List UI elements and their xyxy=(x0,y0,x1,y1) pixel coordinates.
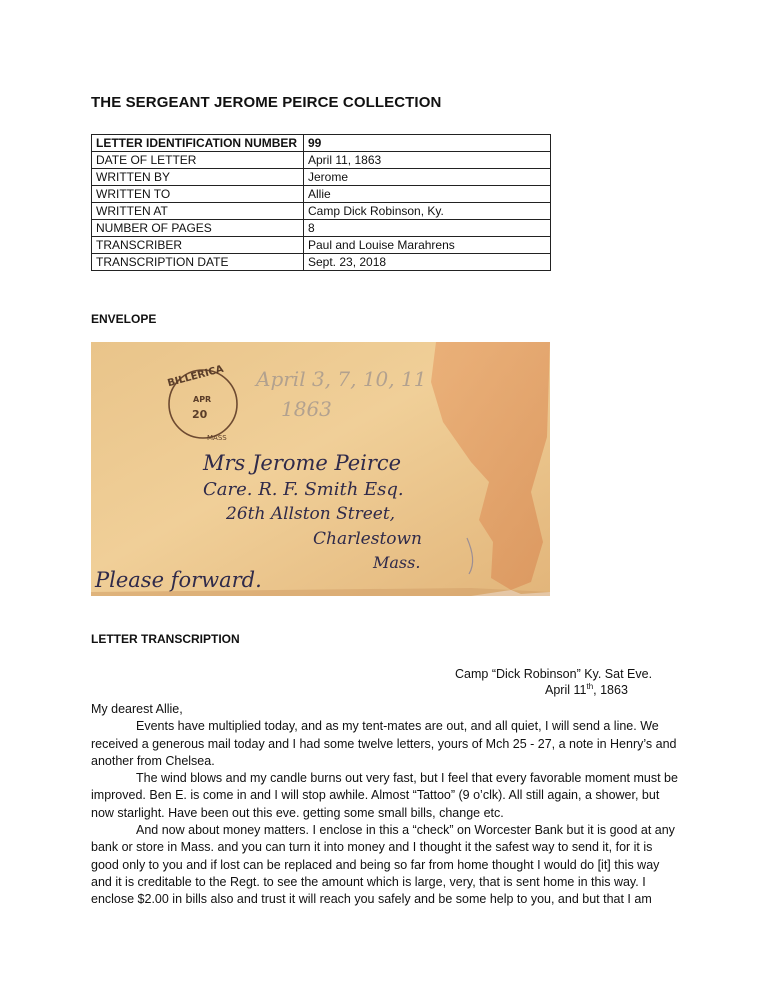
table-cell-value: 8 xyxy=(304,220,551,237)
letter-paragraph-2: The wind blows and my candle burns out very fast, but I feel that every favorable moment must be improved. Ben E. is come in and I will stop awhile. Almost “Tattoo” (9 o’clk). All still again, a shower, but now starlight. Have been out this eve. getting some small bills, change etc. xyxy=(91,771,678,820)
table-row xyxy=(92,152,551,169)
letter-date xyxy=(545,683,628,697)
table-cell-label: TRANSCRIPTION DATE xyxy=(92,254,304,271)
letter-date-suffix: , 1863 xyxy=(593,683,628,697)
envelope-heading: ENVELOPE xyxy=(91,312,157,326)
table-cell-label: WRITTEN TO xyxy=(92,186,304,203)
letter-date-sup: th xyxy=(586,681,594,691)
address-line-3: 26th Allston Street, xyxy=(226,504,396,524)
table-cell-label: NUMBER OF PAGES xyxy=(92,220,304,237)
table-row xyxy=(92,186,551,203)
postmark-state: MASS xyxy=(207,434,227,442)
forward-note: Please forward. xyxy=(95,568,262,592)
table-cell-label: LETTER IDENTIFICATION NUMBER xyxy=(92,135,304,152)
address-line-4: Charlestown xyxy=(313,529,423,549)
letter-salutation: My dearest Allie, xyxy=(91,702,183,716)
table-cell-value: Jerome xyxy=(304,169,551,186)
envelope-drawing xyxy=(91,342,550,596)
document-title: THE SERGEANT JEROME PEIRCE COLLECTION xyxy=(91,94,442,111)
letter-paragraph-3: And now about money matters. I enclose in this a “check” on Worcester Bank but it is good at any bank or store in Mass. and you can turn it into money and I thought it the safest way to send it, for it is good only to you and if lost can be replaced and being so far from home thought I would do [it] this way and it is creditable to the Regt. to see the amount which is large, very, that is sent home in this way. I enclose $2.00 in bills also and trust it will reach you safely and be some help to you, and but that I am xyxy=(91,823,675,907)
letter-paragraph-1: Events have multiplied today, and as my tent-mates are out, and all quiet, I will send a line. We received a generous mail today and I had some twelve letters, yours of Mch 25 - 27, a note in Henry’s and another from Chelsea. xyxy=(91,719,677,768)
table-row xyxy=(92,254,551,271)
table-cell-label: TRANSCRIBER xyxy=(92,237,304,254)
table-row xyxy=(92,203,551,220)
pencil-note-line-1: April 3, 7, 10, 11 xyxy=(256,367,427,391)
letter-date-prefix: April 11 xyxy=(545,683,587,697)
letter-heading: LETTER TRANSCRIPTION xyxy=(91,632,240,646)
postmark-town: BILLERICA xyxy=(166,363,225,390)
table-cell-value: Camp Dick Robinson, Ky. xyxy=(304,203,551,220)
pencil-note-line-2: 1863 xyxy=(281,397,332,421)
table-cell-value: April 11, 1863 xyxy=(304,152,551,169)
table-row xyxy=(92,237,551,254)
table-cell-label: WRITTEN BY xyxy=(92,169,304,186)
postmark-month: APR xyxy=(193,395,212,404)
letter-info-table xyxy=(91,134,551,271)
postmark-day: 20 xyxy=(192,408,208,421)
table-row xyxy=(92,135,551,152)
envelope-image xyxy=(91,342,550,596)
table-row xyxy=(92,169,551,186)
table-cell-value: Allie xyxy=(304,186,551,203)
address-line-2: Care. R. F. Smith Esq. xyxy=(203,479,404,500)
address-line-5: Mass. xyxy=(373,553,421,572)
table-cell-value: 99 xyxy=(304,135,551,152)
table-cell-label: WRITTEN AT xyxy=(92,203,304,220)
table-cell-value: Paul and Louise Marahrens xyxy=(304,237,551,254)
table-cell-label: DATE OF LETTER xyxy=(92,152,304,169)
table-cell-value: Sept. 23, 2018 xyxy=(304,254,551,271)
address-line-1: Mrs Jerome Peirce xyxy=(203,451,402,475)
letter-body xyxy=(91,701,679,909)
letter-place: Camp “Dick Robinson” Ky. Sat Eve. xyxy=(455,667,653,681)
table-row xyxy=(92,220,551,237)
